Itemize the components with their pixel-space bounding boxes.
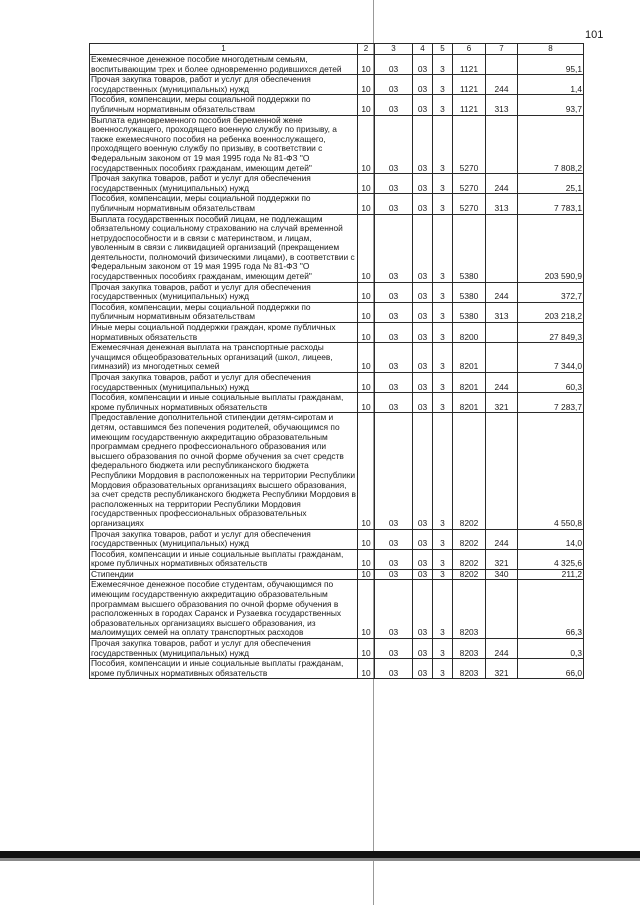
row-program: 03 — [413, 569, 433, 580]
row-subsection: 03 — [375, 75, 413, 95]
row-amount: 66,3 — [518, 580, 584, 639]
row-name: Стипендии — [90, 569, 358, 580]
row-section: 10 — [358, 529, 375, 549]
row-program: 03 — [413, 373, 433, 393]
row-target-code: 8202 — [453, 569, 486, 580]
table-row — [90, 55, 584, 75]
row-target-code: 5270 — [453, 194, 486, 214]
row-subsection: 03 — [375, 55, 413, 75]
row-subsection: 03 — [375, 373, 413, 393]
row-subprogram: 3 — [433, 174, 453, 194]
row-subprogram: 3 — [433, 282, 453, 302]
row-target-code: 1121 — [453, 95, 486, 115]
row-name: Пособия, компенсации и иные социальные выплаты гражданам, кроме публичных нормативных обязательств — [90, 549, 358, 569]
header-cell: 2 — [358, 44, 375, 55]
row-section: 10 — [358, 569, 375, 580]
row-subprogram: 3 — [433, 194, 453, 214]
row-section: 10 — [358, 194, 375, 214]
row-section: 10 — [358, 373, 375, 393]
table-row — [90, 302, 584, 322]
budget-table — [89, 43, 584, 679]
scan-bottom-edge — [0, 851, 640, 858]
row-section: 10 — [358, 580, 375, 639]
row-target-code: 5270 — [453, 174, 486, 194]
row-target-code: 5380 — [453, 302, 486, 322]
row-expense-type — [486, 413, 518, 529]
header-cell: 5 — [433, 44, 453, 55]
row-section: 10 — [358, 323, 375, 343]
row-name: Прочая закупка товаров, работ и услуг для обеспечения государственных (муниципальных) нужд — [90, 174, 358, 194]
table-row — [90, 343, 584, 373]
row-subsection: 03 — [375, 413, 413, 529]
row-name: Пособия, компенсации и иные социальные выплаты гражданам, кроме публичных нормативных обязательств — [90, 659, 358, 679]
row-target-code: 5270 — [453, 115, 486, 174]
row-name: Предоставление дополнительной стипендии детям-сиротам и детям, оставшимся без попечения родителей, обучающимся по имеющим государственную аккредитацию образовательным программам среднего профессионального образования или высшего образования по очной форме обучения за счет средств федерального бюджета или республиканского бюджета Республики Мордовия в расположенных на территории Республики Мордовия образовательных организациях высшего образования, за счет средств республиканского бюджета Республики Мордовия в расположенных на территории Республики Мордовия государственных профессиональных образовательных организациях — [91, 412, 356, 528]
row-section: 10 — [358, 302, 375, 322]
row-section: 10 — [358, 549, 375, 569]
row-expense-type — [486, 214, 518, 282]
table-row — [90, 529, 584, 549]
row-expense-type: 244 — [486, 282, 518, 302]
row-target-code: 8201 — [453, 393, 486, 413]
row-amount: 203 590,9 — [518, 214, 584, 282]
table-body — [90, 55, 584, 679]
row-program: 03 — [413, 174, 433, 194]
row-expense-type: 244 — [486, 75, 518, 95]
header-cell: 3 — [375, 44, 413, 55]
row-subsection: 03 — [375, 302, 413, 322]
table-row — [90, 393, 584, 413]
row-expense-type — [486, 580, 518, 639]
row-target-code: 5380 — [453, 214, 486, 282]
row-amount: 1,4 — [518, 75, 584, 95]
row-expense-type: 340 — [486, 569, 518, 580]
row-program: 03 — [413, 75, 433, 95]
row-amount: 66,0 — [518, 659, 584, 679]
row-subprogram: 3 — [433, 529, 453, 549]
row-amount: 7 808,2 — [518, 115, 584, 174]
row-target-code: 8203 — [453, 639, 486, 659]
table-row — [90, 569, 584, 580]
row-name: Прочая закупка товаров, работ и услуг для обеспечения государственных (муниципальных) нужд — [90, 373, 358, 393]
row-expense-type: 321 — [486, 549, 518, 569]
table-row — [90, 659, 584, 679]
row-subprogram: 3 — [433, 214, 453, 282]
row-name: Ежемесячное денежное пособие студентам, обучающимся по имеющим государственную аккредитацию образовательным программам высшего образования по очной форме обучения в расположенных в городах Саранск и Рузаевка государственных образовательных организациях высшего образования, из малоимущих семей на оплату транспортных расходов — [90, 580, 358, 639]
row-section: 10 — [358, 115, 375, 174]
row-amount: 25,1 — [518, 174, 584, 194]
row-section: 10 — [358, 214, 375, 282]
row-amount: 27 849,3 — [518, 323, 584, 343]
row-name: Ежемесячная денежная выплата на транспортные расходы учащимся общеобразовательных организаций (школ, лицеев, гимназий) из многодетных семей — [90, 343, 358, 373]
row-name: Прочая закупка товаров, работ и услуг для обеспечения государственных (муниципальных) нужд — [90, 75, 358, 95]
row-subsection: 03 — [375, 393, 413, 413]
table-row — [90, 282, 584, 302]
row-program: 03 — [413, 55, 433, 75]
row-expense-type — [486, 343, 518, 373]
scan-bottom-shadow — [0, 858, 640, 861]
row-subprogram: 3 — [433, 569, 453, 580]
row-subprogram: 3 — [433, 75, 453, 95]
row-amount: 7 344,0 — [518, 343, 584, 373]
table-row — [90, 549, 584, 569]
row-amount: 211,2 — [518, 569, 584, 580]
table-header-row — [90, 44, 584, 55]
row-subprogram: 3 — [433, 302, 453, 322]
header-cell: 7 — [486, 44, 518, 55]
row-program: 03 — [413, 214, 433, 282]
row-subprogram: 3 — [433, 580, 453, 639]
row-expense-type: 244 — [486, 373, 518, 393]
row-expense-type — [486, 115, 518, 174]
row-expense-type: 321 — [486, 393, 518, 413]
row-amount: 93,7 — [518, 95, 584, 115]
table-row — [90, 373, 584, 393]
row-subprogram: 3 — [433, 393, 453, 413]
row-subsection: 03 — [375, 194, 413, 214]
row-program: 03 — [413, 393, 433, 413]
row-amount: 7 283,7 — [518, 393, 584, 413]
row-subprogram: 3 — [433, 413, 453, 529]
row-program: 03 — [413, 413, 433, 529]
row-section: 10 — [358, 55, 375, 75]
row-target-code: 8203 — [453, 659, 486, 679]
row-target-code: 8201 — [453, 373, 486, 393]
row-name: Прочая закупка товаров, работ и услуг для обеспечения государственных (муниципальных) нужд — [90, 639, 358, 659]
row-amount: 95,1 — [518, 55, 584, 75]
row-name: Пособия, компенсации, меры социальной поддержки по публичным нормативным обязательствам — [90, 95, 358, 115]
row-expense-type: 244 — [486, 529, 518, 549]
table-row — [90, 580, 584, 639]
row-subsection: 03 — [375, 569, 413, 580]
row-program: 03 — [413, 302, 433, 322]
row-target-code: 1121 — [453, 75, 486, 95]
row-expense-type — [486, 323, 518, 343]
row-amount: 372,7 — [518, 282, 584, 302]
header-cell: 8 — [518, 44, 584, 55]
row-section: 10 — [358, 343, 375, 373]
row-amount: 203 218,2 — [518, 302, 584, 322]
row-subsection: 03 — [375, 580, 413, 639]
row-program: 03 — [413, 529, 433, 549]
row-target-code: 5380 — [453, 282, 486, 302]
row-subsection: 03 — [375, 549, 413, 569]
row-target-code: 8202 — [453, 529, 486, 549]
header-cell: 1 — [90, 44, 358, 55]
row-name: Ежемесячное денежное пособие многодетным семьям, воспитывающим трех и более одновременно родившихся детей — [90, 55, 358, 75]
row-subprogram: 3 — [433, 549, 453, 569]
row-amount: 4 550,8 — [518, 413, 584, 529]
row-name: Пособия, компенсации и иные социальные выплаты гражданам, кроме публичных нормативных обязательств — [90, 393, 358, 413]
row-section: 10 — [358, 659, 375, 679]
row-amount: 60,3 — [518, 373, 584, 393]
row-subsection: 03 — [375, 529, 413, 549]
row-name: Иные меры социальной поддержки граждан, кроме публичных нормативных обязательств — [90, 323, 358, 343]
row-target-code: 8202 — [453, 413, 486, 529]
row-expense-type: 313 — [486, 302, 518, 322]
row-target-code: 8200 — [453, 323, 486, 343]
row-subsection: 03 — [375, 214, 413, 282]
row-subprogram: 3 — [433, 115, 453, 174]
row-section: 10 — [358, 639, 375, 659]
row-program: 03 — [413, 639, 433, 659]
row-subsection: 03 — [375, 115, 413, 174]
table-row — [90, 115, 584, 174]
row-subprogram: 3 — [433, 323, 453, 343]
row-amount: 14,0 — [518, 529, 584, 549]
row-subsection: 03 — [375, 659, 413, 679]
row-amount: 4 325,6 — [518, 549, 584, 569]
row-section: 10 — [358, 174, 375, 194]
row-name: Прочая закупка товаров, работ и услуг для обеспечения государственных (муниципальных) нужд — [90, 282, 358, 302]
row-expense-type: 244 — [486, 639, 518, 659]
row-name: Пособия, компенсации, меры социальной поддержки по публичным нормативным обязательствам — [90, 194, 358, 214]
row-program: 03 — [413, 549, 433, 569]
row-subsection: 03 — [375, 282, 413, 302]
row-name: Выплата единовременного пособия беременной жене военнослужащего, проходящего военную службу по призыву, а также ежемесячного пособия на ребенка военнослужащего, проходящего военную службу по призыву, в соответствии с Федеральным законом от 19 мая 1995 года № 81-ФЗ "О государственных пособиях гражданам, имеющим детей" — [90, 115, 358, 174]
row-target-code: 1121 — [453, 55, 486, 75]
row-section: 10 — [358, 413, 375, 529]
table-row — [90, 323, 584, 343]
row-program: 03 — [413, 115, 433, 174]
row-program: 03 — [413, 282, 433, 302]
row-subsection: 03 — [375, 174, 413, 194]
row-name: Прочая закупка товаров, работ и услуг для обеспечения государственных (муниципальных) нужд — [90, 529, 358, 549]
row-subprogram: 3 — [433, 373, 453, 393]
row-expense-type: 313 — [486, 95, 518, 115]
row-subprogram: 3 — [433, 343, 453, 373]
row-program: 03 — [413, 580, 433, 639]
row-subsection: 03 — [375, 639, 413, 659]
row-subprogram: 3 — [433, 639, 453, 659]
row-expense-type: 244 — [486, 174, 518, 194]
table-row — [90, 174, 584, 194]
row-section: 10 — [358, 282, 375, 302]
row-section: 10 — [358, 393, 375, 413]
row-target-code: 8203 — [453, 580, 486, 639]
row-program: 03 — [413, 659, 433, 679]
table-row — [90, 214, 584, 282]
row-name: Выплата государственных пособий лицам, не подлежащим обязательному социальному страхованию на случай временной нетрудоспособности и в связи с материнством, и лицам, уволенным в связи с ликвидацией организаций (прекращением деятельности, полномочий физическими лицами), в соответствии с Федеральным законом от 19 мая 1995 года № 81-ФЗ "О государственных пособиях гражданам, имеющим детей" — [90, 214, 358, 282]
row-program: 03 — [413, 343, 433, 373]
row-name: Пособия, компенсации, меры социальной поддержки по публичным нормативным обязательствам — [90, 302, 358, 322]
header-cell: 6 — [453, 44, 486, 55]
row-program: 03 — [413, 95, 433, 115]
header-cell: 4 — [413, 44, 433, 55]
row-expense-type: 313 — [486, 194, 518, 214]
page-number: 101 — [585, 29, 604, 41]
table-row — [90, 194, 584, 214]
row-program: 03 — [413, 323, 433, 343]
row-subprogram: 3 — [433, 659, 453, 679]
row-program: 03 — [413, 194, 433, 214]
row-amount: 7 783,1 — [518, 194, 584, 214]
row-expense-type — [486, 55, 518, 75]
row-subsection: 03 — [375, 323, 413, 343]
row-section: 10 — [358, 75, 375, 95]
table-row — [90, 413, 584, 529]
row-subprogram: 3 — [433, 95, 453, 115]
table-row — [90, 95, 584, 115]
row-section: 10 — [358, 95, 375, 115]
table-row — [90, 75, 584, 95]
row-target-code: 8201 — [453, 343, 486, 373]
row-subprogram: 3 — [433, 55, 453, 75]
table-row — [90, 639, 584, 659]
row-expense-type: 321 — [486, 659, 518, 679]
row-subsection: 03 — [375, 343, 413, 373]
row-subsection: 03 — [375, 95, 413, 115]
row-target-code: 8202 — [453, 549, 486, 569]
row-amount: 0,3 — [518, 639, 584, 659]
